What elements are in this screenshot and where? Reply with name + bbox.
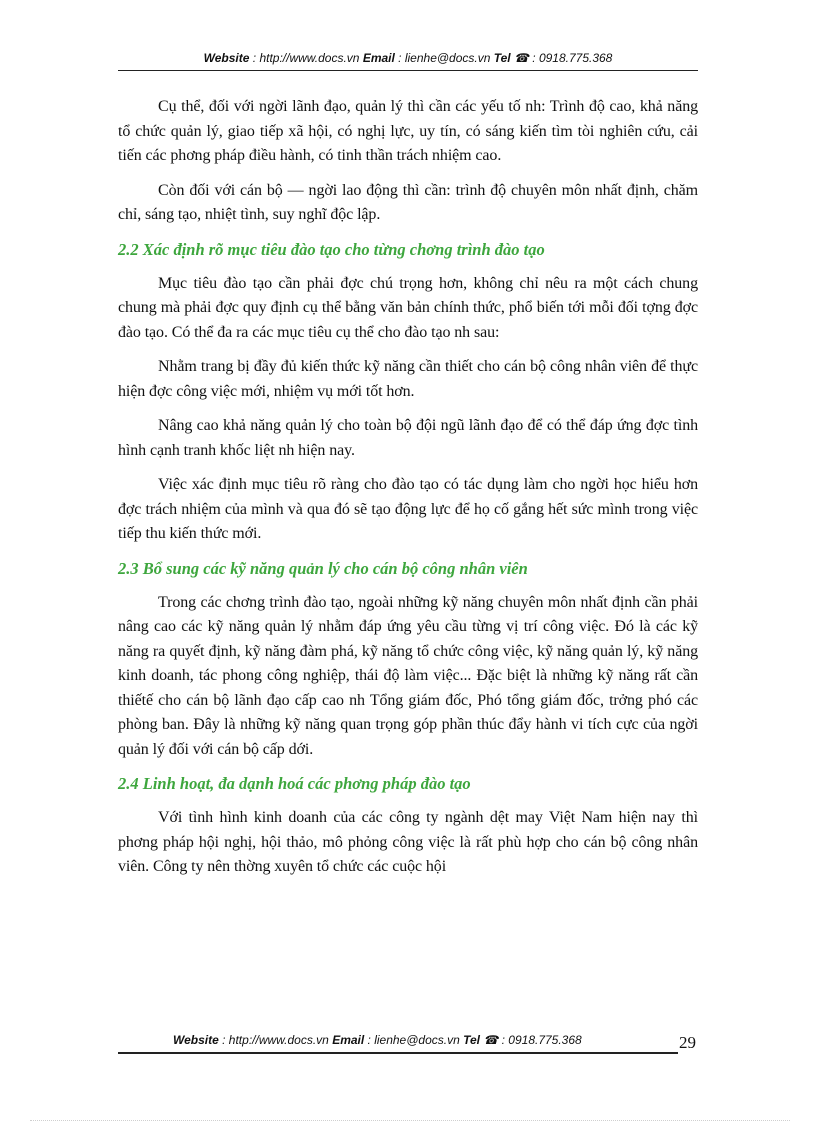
paragraph: Trong các chơng trình đào tạo, ngoài những kỹ năng chuyên môn nhất định cần phải nâng cao các kỹ năng quản lý nhằm đáp ứng yêu cầu từng vị trí công việc. Đó là các kỹ năng ra quyết định, kỹ năng đàm phá, kỹ năng tổ chức công việc, kỹ năng quản lý, kỹ năng kinh doanh, tác phong công nghiệp, thái độ làm việc... Đặc biệt là những kỹ năng rất cần thiếtế cho cán bộ lãnh đạo cấp cao nh Tổng giám đốc, Phó tổng giám đốc, trởng phó các phòng ban. Đây là những kỹ năng quan trọng góp phần thúc đẩy hành vi tích cực của ngời quản lý đối với cán bộ cấp dới.	[118, 593, 698, 758]
header-website-label: Website	[203, 51, 250, 65]
paragraph: Mục tiêu đào tạo cần phải đợc chú trọng hơn, không chỉ nêu ra một cách chung chung mà phải đợc quy định cụ thể bằng văn bản chính thức, phổ biến tới mỗi đối tợng đợc đào tạo. Có thể đa ra các mục tiêu cụ thể cho đào tạo nh sau:	[118, 274, 698, 341]
paragraph: Với tình hình kinh doanh của các công ty ngành dệt may Việt Nam hiện nay thì phơng pháp hội nghị, hội thảo, mô phỏng công việc là rất phù hợp cho cán bộ công nhân viên. Công ty nên thờng xuyên tổ chức các cuộc hội	[118, 809, 698, 875]
footer-divider	[118, 1052, 678, 1054]
footer-email-value: : lienhe@docs.vn	[364, 1033, 464, 1047]
footer-email-label: Email	[332, 1033, 365, 1047]
paragraph: Nhằm trang bị đầy đủ kiến thức kỹ năng cần thiết cho cán bộ công nhân viên để thực hiện đợc công việc mới, nhiệm vụ mới tốt hơn.	[118, 358, 698, 400]
header-website-value: : http://www.docs.vn	[249, 51, 363, 65]
header-tel-value: ☎ : 0918.775.368	[510, 51, 613, 65]
paragraph: Cụ thể, đối với ngời lãnh đạo, quản lý thì cần các yếu tố nh: Trình độ cao, khả năng tổ chức quản lý, giao tiếp xã hội, có nghị lực, uy tín, có sáng kiến tìm tòi nghiên cứu, cải tiến các phơng pháp điều hành, có tinh thần trách nhiệm cao.	[118, 98, 698, 164]
page-header	[118, 51, 698, 65]
section-heading: 2.4 Linh hoạt, đa dạnh hoá các phơng pháp đào tạo	[118, 774, 471, 793]
footer-website-value: : http://www.docs.vn	[218, 1033, 333, 1047]
footer-tel-label: Tel	[463, 1033, 481, 1047]
header-divider	[118, 70, 698, 71]
footer-contact	[173, 1033, 582, 1047]
section-heading: 2.3 Bổ sung các kỹ năng quản lý cho cán bộ công nhân viên	[118, 558, 528, 578]
page-bottom-dotted-line	[30, 1120, 790, 1121]
header-email-value: : lienhe@docs.vn	[394, 51, 494, 65]
header-email-label: Email	[362, 51, 395, 65]
paragraph: Việc xác định mục tiêu rõ ràng cho đào tạo có tác dụng làm cho ngời học hiểu hơn đợc trách nhiệm của mình và qua đó sẽ tạo động lực để họ cố gắng hết sức mình trong việc tiếp thu kiến thức mới.	[118, 476, 698, 542]
footer-tel-value: ☎ : 0918.775.368	[480, 1033, 582, 1047]
page-number: 29	[679, 1033, 696, 1052]
paragraph: Còn đối với cán bộ — ngời lao động thì cần: trình độ chuyên môn nhất định, chăm chỉ, sáng tạo, nhiệt tình, suy nghĩ độc lập.	[118, 181, 698, 223]
header-tel-label: Tel	[493, 51, 511, 65]
paragraph: Nâng cao khả năng quản lý cho toàn bộ đội ngũ lãnh đạo để có thể đáp ứng đợc tình hình cạnh tranh khốc liệt nh hiện nay.	[118, 417, 698, 459]
footer-website-label: Website	[173, 1033, 219, 1047]
document-body	[118, 95, 698, 890]
section-heading: 2.2 Xác định rõ mục tiêu đào tạo cho từng chơng trình đào tạo	[118, 239, 545, 259]
